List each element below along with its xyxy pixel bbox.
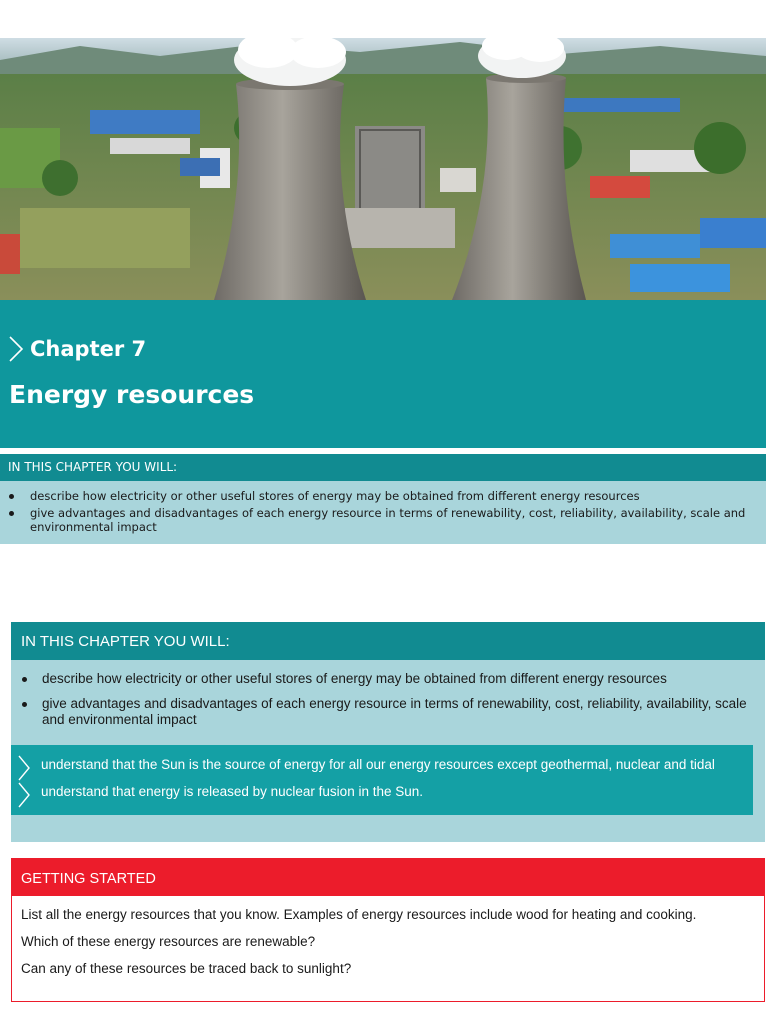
chapter-number: Chapter 7	[30, 337, 147, 361]
list-item	[20, 696, 750, 728]
chevron-right-icon	[17, 755, 31, 781]
hero-photo	[0, 38, 766, 300]
objectives-list-small	[8, 489, 748, 537]
list-item	[8, 506, 748, 534]
list-item	[20, 671, 750, 687]
power-plant-illustration	[0, 38, 766, 300]
objectives-list-large	[20, 671, 750, 737]
bullet-dot-icon	[9, 494, 14, 499]
chevron-right-icon	[17, 782, 31, 808]
objectives-heading-large: IN THIS CHAPTER YOU WILL:	[11, 622, 765, 660]
getting-started-line: Can any of these resources be traced back to sunlight?	[21, 961, 352, 976]
extension-objective-text: understand that the Sun is the source of energy for all our energy resources except geothermal, nuclear and tidal	[41, 757, 715, 772]
chapter-banner	[0, 300, 766, 448]
objective-text: give advantages and disadvantages of each energy resource in terms of renewability, cost, reliability, availability, scale and environmental impact	[30, 506, 746, 534]
objective-text: give advantages and disadvantages of each energy resource in terms of renewability, cost, reliability, availability, scale and environmental impact	[42, 696, 747, 727]
bullet-dot-icon	[9, 511, 14, 516]
extension-objectives-band	[11, 745, 753, 815]
bullet-dot-icon	[22, 677, 27, 682]
list-item	[8, 489, 748, 503]
extension-objective-text: understand that energy is released by nuclear fusion in the Sun.	[41, 784, 423, 799]
objective-text: describe how electricity or other useful stores of energy may be obtained from different energy resources	[30, 489, 640, 503]
chapter-title: Energy resources	[9, 380, 255, 409]
getting-started-line: Which of these energy resources are renewable?	[21, 934, 316, 949]
objectives-heading-small: IN THIS CHAPTER YOU WILL:	[0, 454, 766, 481]
getting-started-heading: GETTING STARTED	[11, 858, 765, 896]
bullet-dot-icon	[22, 702, 27, 707]
objective-text: describe how electricity or other useful stores of energy may be obtained from different energy resources	[42, 671, 667, 686]
chevron-right-icon	[8, 336, 24, 362]
getting-started-line: List all the energy resources that you know. Examples of energy resources include wood for heating and cooking.	[21, 907, 697, 922]
